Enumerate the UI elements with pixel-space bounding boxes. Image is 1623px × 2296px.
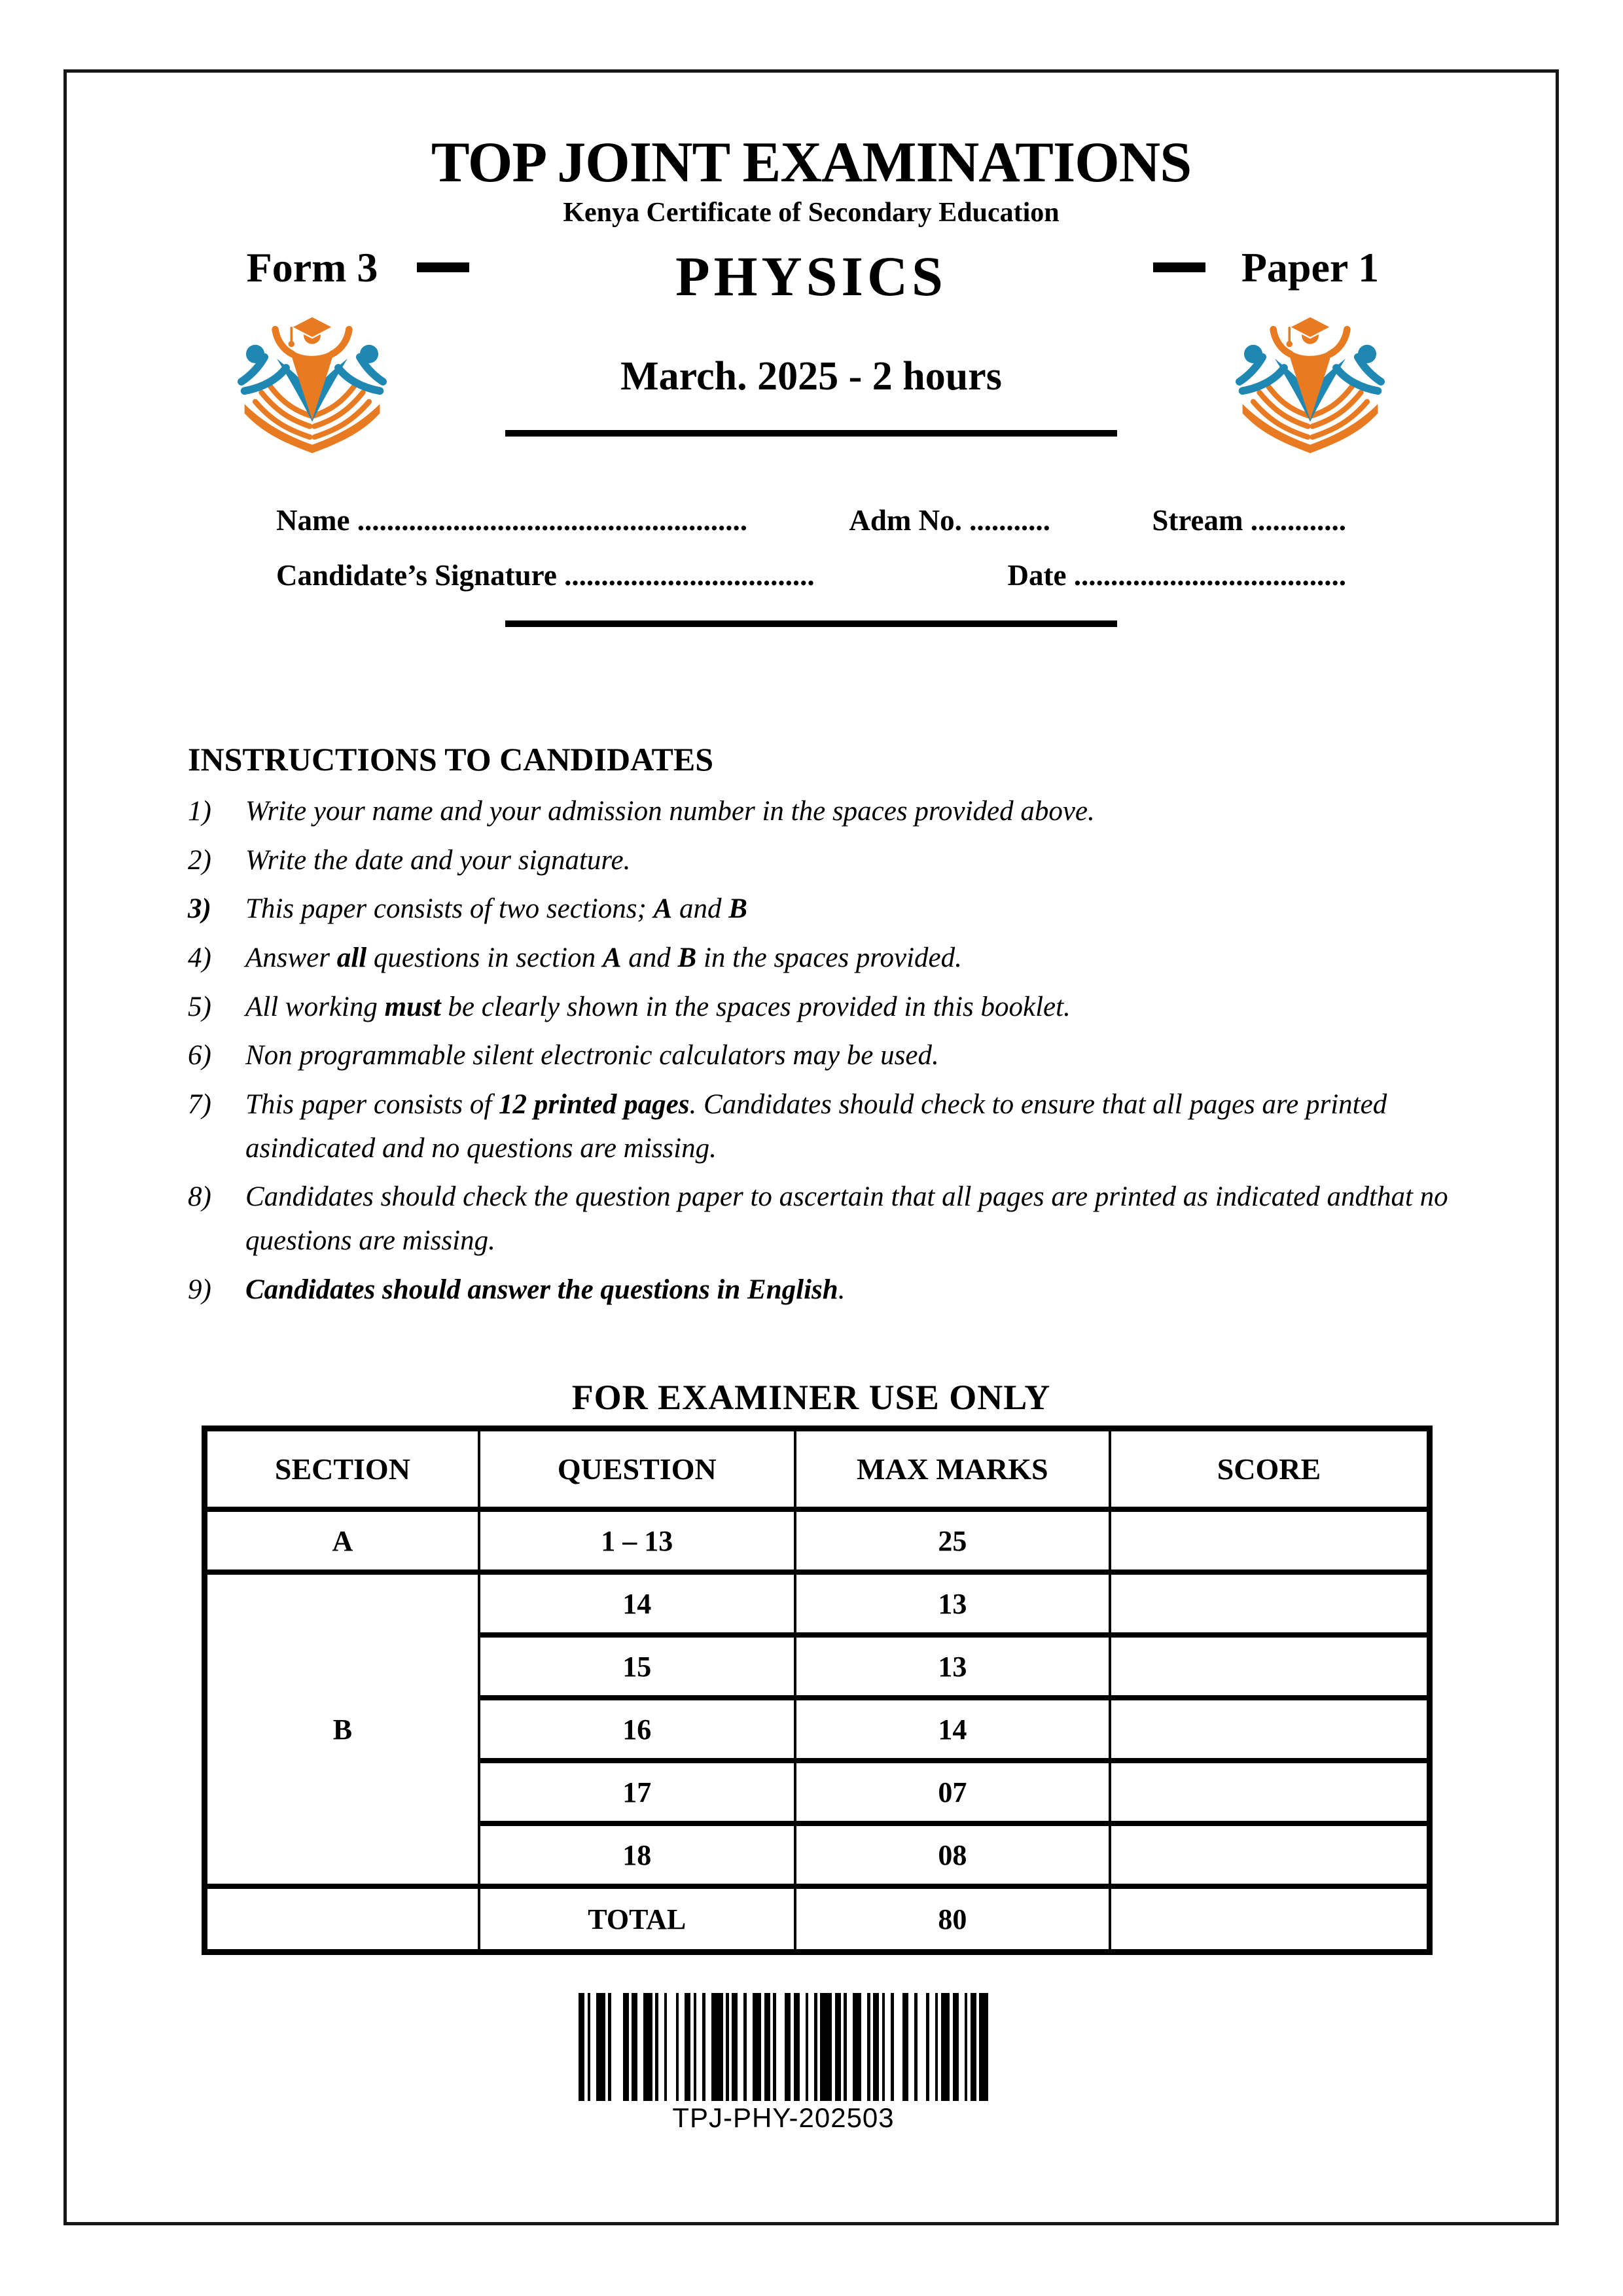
instruction-item	[188, 1175, 1497, 1263]
section-b-cell: B	[205, 1572, 479, 1886]
header-score: SCORE	[1110, 1429, 1430, 1510]
score-cell	[1110, 1886, 1430, 1952]
barcode-label: TPJ-PHY-202503	[672, 2102, 895, 2134]
instructions-list	[188, 790, 1497, 1312]
question-cell: 15	[479, 1635, 795, 1698]
instruction-item	[188, 986, 1497, 1030]
instruction-number: 3)	[188, 893, 211, 925]
instruction-text: Answer all questions in section A and B in the spaces provided.	[245, 942, 962, 974]
instruction-text: Non programmable silent electronic calculators may be used.	[245, 1040, 939, 1071]
question-cell: 18	[479, 1823, 795, 1886]
page-title: TOP JOINT EXAMINATIONS	[431, 131, 1192, 194]
instruction-item	[188, 937, 1497, 980]
instruction-text: Candidates should check the question paper to ascertain that all pages are printed as indicated andthat no questions are missing.	[245, 1181, 1448, 1256]
name-field: Name .....................................................	[276, 504, 747, 537]
divider-rule	[505, 620, 1117, 627]
instruction-number: 4)	[188, 942, 211, 974]
instructions-section	[67, 738, 1556, 1312]
score-cell	[1110, 1761, 1430, 1823]
max-marks-cell: 25	[795, 1509, 1110, 1572]
instruction-item	[188, 1268, 1497, 1312]
instruction-item	[188, 1083, 1497, 1170]
subject-column	[505, 243, 1117, 437]
max-marks-cell: 14	[795, 1698, 1110, 1761]
total-label-cell: TOTAL	[479, 1886, 795, 1952]
instruction-item	[188, 790, 1497, 834]
school-logo-left	[230, 306, 394, 460]
instructions-heading: INSTRUCTIONS TO CANDIDATES	[188, 741, 714, 778]
exam-paper-page	[63, 69, 1559, 2225]
instruction-item	[188, 888, 1497, 931]
max-marks-cell: 07	[795, 1761, 1110, 1823]
instruction-text: This paper consists of two sections; A and B	[245, 893, 747, 925]
table-total-row	[205, 1886, 1430, 1952]
header-rule	[505, 430, 1117, 437]
instruction-number: 1)	[188, 796, 211, 827]
instruction-item	[188, 839, 1497, 883]
separator-dash-right	[1153, 262, 1205, 272]
instruction-text: Candidates should answer the questions in English.	[245, 1274, 846, 1305]
paper-label: Paper 1	[1241, 244, 1380, 291]
section-a-cell: A	[205, 1509, 479, 1572]
instruction-text: All working must be clearly shown in the spaces provided in this booklet.	[245, 991, 1071, 1022]
instruction-number: 6)	[188, 1040, 211, 1071]
examiner-table	[202, 1426, 1433, 1955]
max-marks-cell: 13	[795, 1572, 1110, 1635]
page-subtitle: Kenya Certificate of Secondary Education	[563, 198, 1060, 228]
instruction-number: 9)	[188, 1274, 211, 1305]
barcode	[574, 1993, 993, 2134]
score-cell	[1110, 1509, 1430, 1572]
paper-column	[1205, 243, 1415, 460]
score-cell	[1110, 1698, 1430, 1761]
subject-title: PHYSICS	[675, 245, 947, 308]
question-cell: 16	[479, 1698, 795, 1761]
instruction-text: Write your name and your admission number in the spaces provided above.	[245, 796, 1095, 827]
question-cell: 14	[479, 1572, 795, 1635]
signature-field: Candidate’s Signature ..................................	[276, 559, 815, 592]
score-cell	[1110, 1823, 1430, 1886]
examiner-table-title: FOR EXAMINER USE ONLY	[571, 1378, 1051, 1418]
barcode-bars	[574, 1993, 993, 2101]
stream-field: Stream .............	[1152, 504, 1346, 537]
score-cell	[1110, 1635, 1430, 1698]
table-row	[205, 1572, 1430, 1635]
instruction-number: 8)	[188, 1181, 211, 1213]
header-max-marks: MAX MARKS	[795, 1429, 1110, 1510]
header-section: SECTION	[205, 1429, 479, 1510]
max-marks-cell: 13	[795, 1635, 1110, 1698]
instruction-number: 5)	[188, 991, 211, 1022]
total-marks-cell: 80	[795, 1886, 1110, 1952]
school-logo-right	[1228, 306, 1392, 460]
instruction-number: 7)	[188, 1089, 211, 1121]
table-row	[205, 1509, 1430, 1572]
signature-row	[67, 558, 1556, 593]
header-question: QUESTION	[479, 1429, 795, 1510]
separator-dash-left	[417, 262, 469, 272]
header-row	[67, 243, 1556, 460]
form-label: Form 3	[246, 244, 378, 291]
adm-no-field: Adm No. ...........	[849, 504, 1050, 537]
date-field: Date .....................................	[1007, 559, 1346, 592]
name-row	[67, 503, 1556, 538]
instruction-item	[188, 1034, 1497, 1078]
empty-section-cell	[205, 1886, 479, 1952]
question-cell: 17	[479, 1761, 795, 1823]
question-cell: 1 – 13	[479, 1509, 795, 1572]
table-header-row	[205, 1429, 1430, 1510]
session-line: March. 2025 - 2 hours	[620, 353, 1002, 399]
score-cell	[1110, 1572, 1430, 1635]
max-marks-cell: 08	[795, 1823, 1110, 1886]
instruction-number: 2)	[188, 844, 211, 876]
instruction-text: Write the date and your signature.	[245, 844, 631, 876]
form-column	[207, 243, 417, 460]
instruction-text: This paper consists of 12 printed pages. Candidates should check to ensure that all pages are printed asindicated and no questions are missing.	[245, 1089, 1387, 1164]
